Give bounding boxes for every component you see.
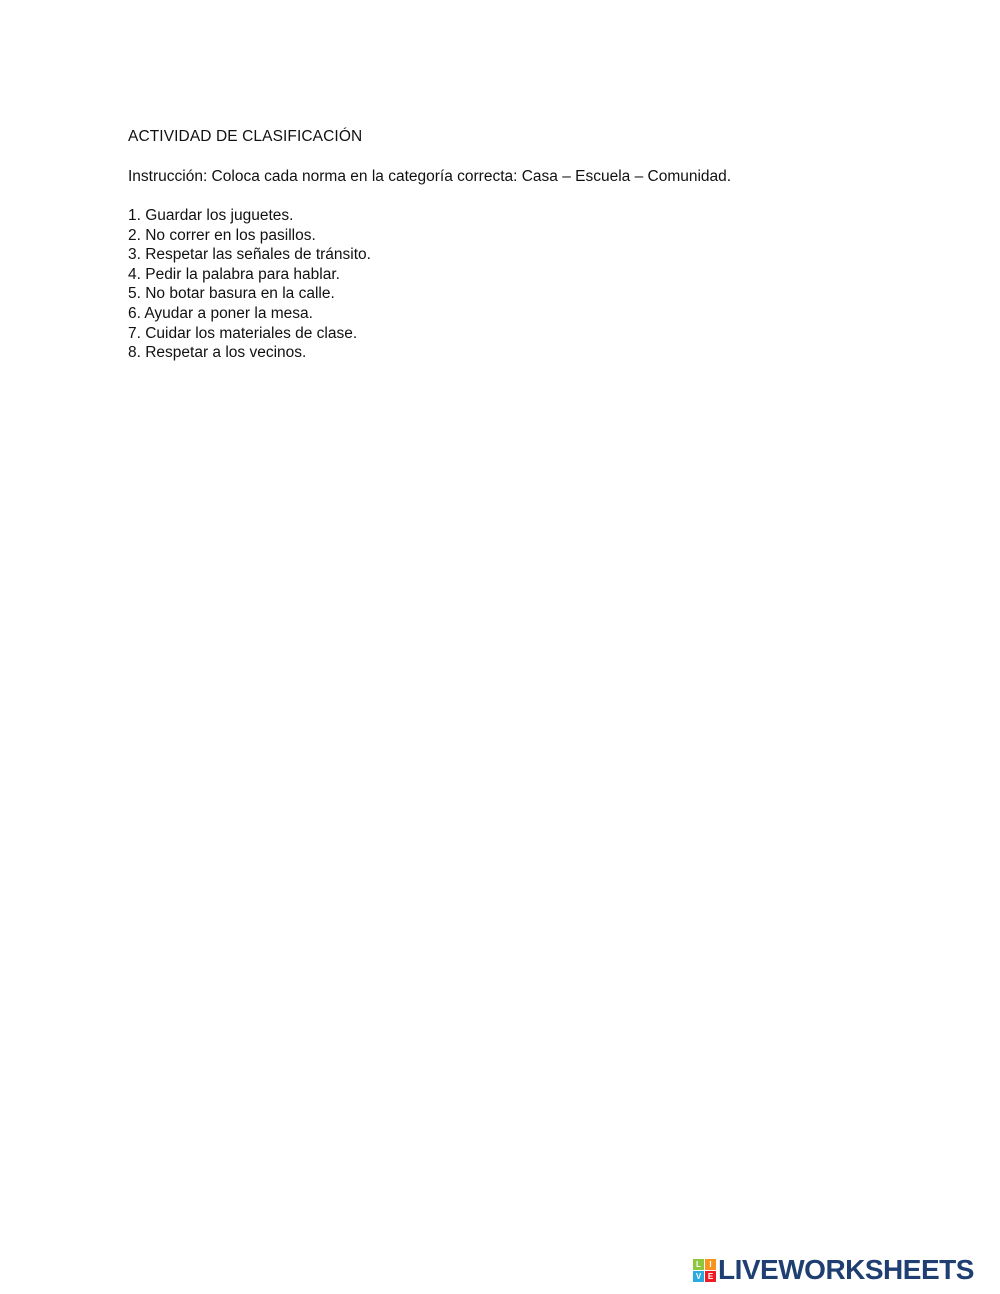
logo-wordmark: LIVEWORKSHEETS xyxy=(718,1254,974,1285)
page-title: ACTIVIDAD DE CLASIFICACIÓN xyxy=(128,128,363,145)
list-item: 6. Ayudar a poner la mesa. xyxy=(128,304,313,322)
logo-mark-cell: E xyxy=(705,1271,716,1282)
logo-mark-cell: V xyxy=(693,1271,704,1282)
list-item: 2. No correr en los pasillos. xyxy=(128,226,316,244)
logo-mark-icon xyxy=(693,1259,716,1282)
liveworksheets-logo xyxy=(693,1256,974,1284)
list-item: 8. Respetar a los vecinos. xyxy=(128,344,307,362)
worksheet-page xyxy=(128,127,968,363)
list-item: 4. Pedir la palabra para hablar. xyxy=(128,265,340,283)
list-item: 5. No botar basura en la calle. xyxy=(128,285,335,303)
instruction-text: Instrucción: Coloca cada norma en la categoría correcta: Casa – Escuela – Comunidad. xyxy=(128,168,732,185)
logo-mark-cell: L xyxy=(693,1259,704,1270)
list-item: 3. Respetar las señales de tránsito. xyxy=(128,246,371,264)
norm-list xyxy=(128,206,968,363)
logo-mark-cell: I xyxy=(705,1259,716,1270)
list-item: 1. Guardar los juguetes. xyxy=(128,207,294,224)
list-item: 7. Cuidar los materiales de clase. xyxy=(128,324,358,342)
